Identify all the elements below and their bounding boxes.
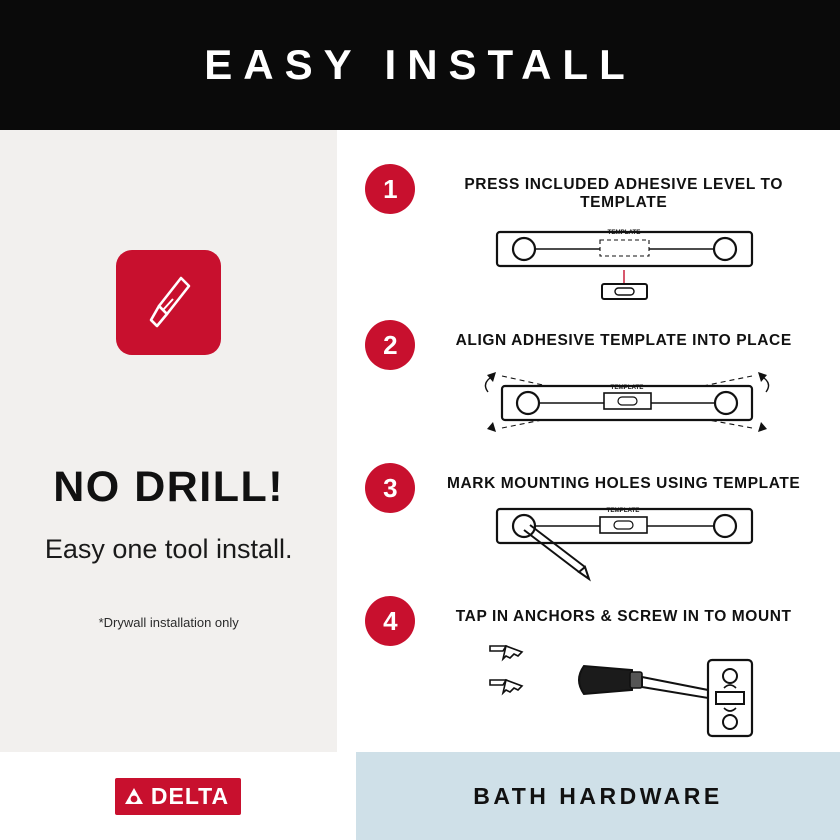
anchor-icon-2 — [490, 680, 522, 693]
headline: NO DRILL! — [53, 463, 285, 511]
template-bar-with-pencil-art — [477, 499, 777, 584]
template-bar-aligning-art — [462, 356, 792, 451]
step-4 — [349, 586, 822, 747]
disclaimer-text: *Drywall installation only — [98, 615, 239, 630]
steps-panel — [337, 130, 840, 752]
svg-text:TEMPLATE: TEMPLATE — [610, 384, 644, 391]
step-number-badge: 1 — [365, 164, 415, 214]
svg-text:TEMPLATE: TEMPLATE — [607, 229, 641, 236]
step-title: PRESS INCLUDED ADHESIVE LEVEL TO TEMPLATE — [464, 176, 783, 211]
step-content — [415, 310, 822, 451]
screwdriver-icon — [116, 250, 221, 355]
svg-text:TEMPLATE: TEMPLATE — [606, 507, 640, 514]
step-number-badge: 2 — [365, 320, 415, 370]
delta-triangle-icon — [123, 786, 145, 806]
step-number-badge: 4 — [365, 596, 415, 646]
step-content — [415, 453, 822, 584]
step-content — [415, 154, 822, 308]
step-content — [415, 586, 822, 747]
page-title: EASY INSTALL — [204, 41, 636, 88]
header-bar — [0, 0, 840, 130]
step-number-badge: 3 — [365, 463, 415, 513]
step-illustration — [431, 218, 822, 308]
step-title: MARK MOUNTING HOLES USING TEMPLATE — [447, 475, 801, 492]
screwdriver-anchors-bracket-art — [472, 632, 782, 747]
content-body — [0, 130, 840, 752]
left-panel — [0, 130, 337, 752]
footer-category-area — [356, 752, 840, 840]
footer-brand-area — [0, 752, 356, 840]
step-title: ALIGN ADHESIVE TEMPLATE INTO PLACE — [455, 332, 792, 349]
step-illustration — [431, 632, 822, 747]
footer-bar — [0, 752, 840, 840]
step-2 — [349, 310, 822, 451]
anchor-icon — [490, 646, 522, 659]
template-bar-with-level-below-art — [477, 218, 777, 308]
brand-name: DELTA — [150, 782, 230, 809]
subheadline: Easy one tool install. — [44, 534, 293, 564]
step-3 — [349, 453, 822, 584]
category-label: BATH HARDWARE — [473, 782, 723, 809]
step-1 — [349, 154, 822, 308]
step-title: TAP IN ANCHORS & SCREW IN TO MOUNT — [455, 608, 792, 625]
delta-logo — [115, 778, 241, 815]
step-illustration — [431, 356, 822, 451]
step-illustration — [431, 499, 822, 584]
screwdriver-glyph — [139, 272, 199, 334]
